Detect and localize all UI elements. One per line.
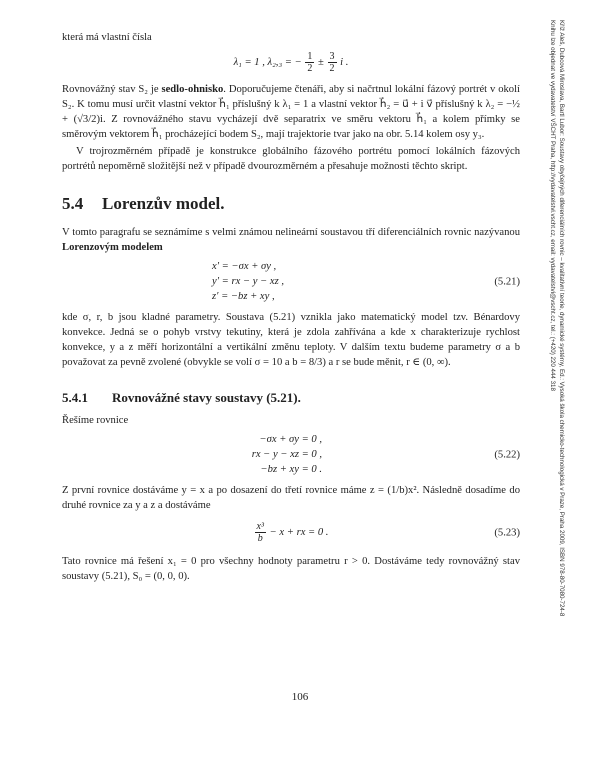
equation-5-21: x′ = −σx + σy , y′ = rx − y − xz , z′ = −bz + xy , (5.21) [212, 261, 520, 302]
paragraph-saddle-focus: Rovnovážný stav S₂ je sedlo-ohnisko. Doporučujeme čtenáři, aby si načrtnul lokální fázový portrét v okolí S₂. K tomu musí určit vlastní vektor h⃗₁ příslušný k λ₁ = 1 a vlastní vektor h⃗₂ = u⃗ + i v⃗ příslušný k λ₂ = −½ + (√3/2)i. Z rovnovážného stavu vycházejí dvě separatrix ve směru vektoru h⃗₁ a kolem přímky se směrovým vektorem h⃗₁ procházející bodem S₂, mají trajektorie tvar jako na obr. 5.14 kolem osy y₃. [62, 84, 520, 140]
page-content [62, 30, 520, 586]
section-heading: 5.4 Lorenzův model. [62, 194, 225, 213]
equation-number: (5.21) [494, 276, 520, 287]
side-note-order-info: Knihu lze objednat ve vydavatelství VŠCHT Praha, http://vydavatelstvi.vscht.cz, email: vydavatelstvi@vscht.cz, tel.: (+420) 220 444 318 [549, 20, 556, 391]
paragraph-3d-case: V trojrozměrném případě je konstrukce globálního fázového portrétu pomocí lokálních fázových portrétů nepoměrně složitější než v případě dvourozměrném a přesahuje možnosti těchto skript. [62, 146, 520, 172]
side-copyright-note [532, 20, 566, 760]
side-note-citation: Kříž Aleš, Dubcová Miroslava, Bartl Lubor: Soustavy obyčejných diferenciálních rovnic – kvalitativní teorie, dynamické systémy, Ed.: Vysoká škola chemicko-technologická v Praze, Praha 2009, ISBN 978-80-7080-724-8 [558, 20, 565, 617]
fraction: $\frac{3}{2}$ [329, 51, 335, 74]
fraction: $\frac{\text{x³}}{b}$ [256, 521, 264, 544]
fraction: $\frac{1}{2}$ [307, 51, 313, 74]
eigenvalue-equation: λ₁ = 1 , λ₂,₃ = − $\frac{1}{2}$ ± $\frac{3}{2}$ i . [233, 51, 349, 74]
equation-number: (5.23) [494, 527, 520, 538]
equation-number: (5.22) [494, 449, 520, 460]
paragraph-parameters: kde σ, r, b jsou kladné parametry. Soustava (5.21) vznikla jako matematický model tzv. Bénardovy konvekce. Jedná se o pohyb vrstvy tekutiny, která je zdola zahřívána a kde x charakterizuje rychlost konvekce, y a z měří horizontální a vertikální změnu teploty. V dalším textu budeme parametry σ a b považovat za pevně zvolené (obvykle se volí σ = 10 a b = 8/3) a r se bude měnit, r ∈ (0, ∞). [62, 312, 520, 368]
equation-5-22: −σx + σy = 0 , rx − y − xz = 0 , −bz + xy = 0 . (5.22) [251, 434, 520, 475]
equation-5-23: $\frac{\text{x³}}{b}$ − x + rx = 0 . (5.23) [256, 521, 520, 544]
paragraph-substitution: Z první rovnice dostáváme y = x a po dosazení do třetí rovnice máme z = (1/b)x². Následně dosadíme do druhé rovnice za y a z a dostáváme [62, 485, 520, 511]
intro-text: která má vlastní čísla [62, 32, 152, 43]
paragraph-lorenz-intro: V tomto paragrafu se seznámíme s velmi známou nelineární soustavou tří diferenciálních rovnic nazývanou Lorenzovým modelem [62, 227, 520, 253]
subsection-heading: 5.4.1 Rovnovážné stavy soustavy (5.21). [62, 390, 301, 405]
paragraph-solve: Řešíme rovnice [62, 415, 129, 426]
paragraph-equilibrium: Tato rovnice má řešení x₁ = 0 pro všechny hodnoty parametru r > 0. Dostáváme tedy rovnovážný stav soustavy (5.21), S₀ = (0, 0, 0). [62, 556, 520, 582]
page-number: 106 [291, 691, 309, 703]
